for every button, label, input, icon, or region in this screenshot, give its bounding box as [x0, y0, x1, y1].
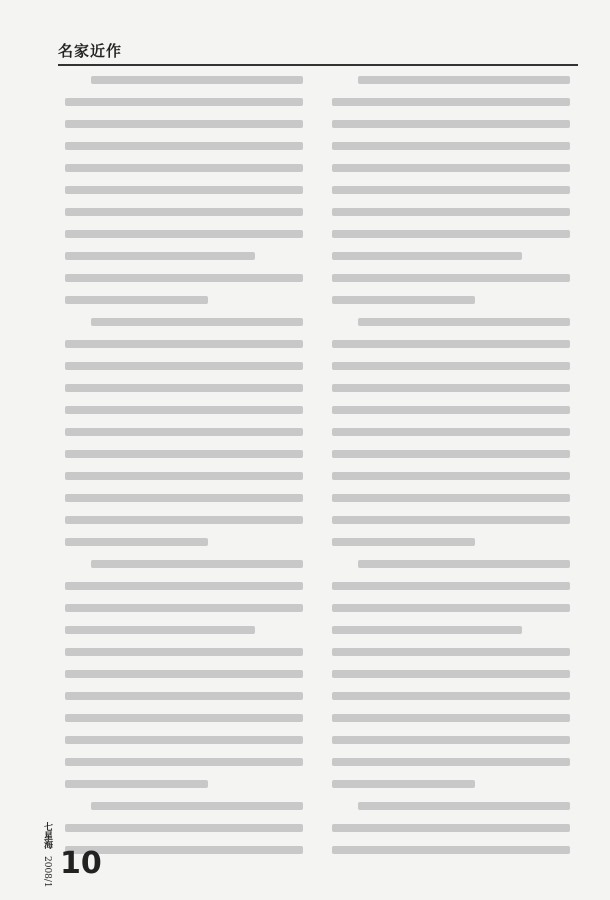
page-header [58, 38, 578, 68]
text-line [332, 428, 570, 436]
body-column-right [332, 76, 570, 858]
text-line [332, 362, 570, 370]
text-line [65, 450, 303, 458]
text-line [332, 252, 522, 260]
text-line [65, 780, 208, 788]
text-line [65, 824, 303, 832]
text-line [332, 142, 570, 150]
text-line [65, 648, 303, 656]
text-line [65, 494, 303, 502]
text-line [65, 516, 303, 524]
text-line [332, 472, 570, 480]
text-line [65, 252, 255, 260]
header-rule [58, 64, 578, 66]
text-line [65, 670, 303, 678]
text-line [91, 802, 303, 810]
text-line [332, 384, 570, 392]
text-line [65, 758, 303, 766]
text-line [65, 230, 303, 238]
text-line [358, 318, 570, 326]
journal-name: 七星海 [42, 822, 52, 849]
text-line [358, 802, 570, 810]
text-line [65, 186, 303, 194]
text-line [358, 560, 570, 568]
text-line [332, 274, 570, 282]
text-line [332, 98, 570, 106]
text-line [65, 582, 303, 590]
text-line [332, 494, 570, 502]
text-line [332, 516, 570, 524]
journal-date: 2008/1 [42, 855, 52, 888]
text-line [65, 714, 303, 722]
text-line [332, 714, 570, 722]
text-line [332, 604, 570, 612]
text-line [65, 362, 303, 370]
text-line [65, 736, 303, 744]
text-line [91, 560, 303, 568]
text-line [332, 582, 570, 590]
text-line [65, 604, 303, 612]
text-line [65, 120, 303, 128]
text-line [332, 340, 570, 348]
text-line [65, 164, 303, 172]
text-line [65, 538, 208, 546]
text-line [332, 846, 570, 854]
text-line [332, 780, 475, 788]
text-line [332, 538, 475, 546]
text-line [332, 208, 570, 216]
text-line [65, 208, 303, 216]
text-line [65, 384, 303, 392]
text-line [332, 120, 570, 128]
text-line [332, 230, 570, 238]
body-column-left [65, 76, 303, 858]
text-line [332, 670, 570, 678]
text-line [332, 406, 570, 414]
text-line [65, 626, 255, 634]
text-line [91, 318, 303, 326]
text-line [332, 736, 570, 744]
text-line [332, 296, 475, 304]
text-line [332, 164, 570, 172]
text-line [65, 406, 303, 414]
page-number: 10 [60, 846, 102, 881]
text-line [332, 626, 522, 634]
text-line [65, 472, 303, 480]
text-line [332, 450, 570, 458]
journal-mark [34, 822, 52, 888]
text-line [332, 758, 570, 766]
text-line [332, 648, 570, 656]
text-line [358, 76, 570, 84]
section-title: 名家近作 [58, 42, 123, 60]
text-line [65, 142, 303, 150]
text-line [332, 692, 570, 700]
text-line [65, 274, 303, 282]
text-line [91, 76, 303, 84]
text-line [65, 428, 303, 436]
text-line [65, 98, 303, 106]
text-line [65, 296, 208, 304]
text-line [332, 186, 570, 194]
text-line [65, 692, 303, 700]
text-line [65, 340, 303, 348]
text-line [332, 824, 570, 832]
